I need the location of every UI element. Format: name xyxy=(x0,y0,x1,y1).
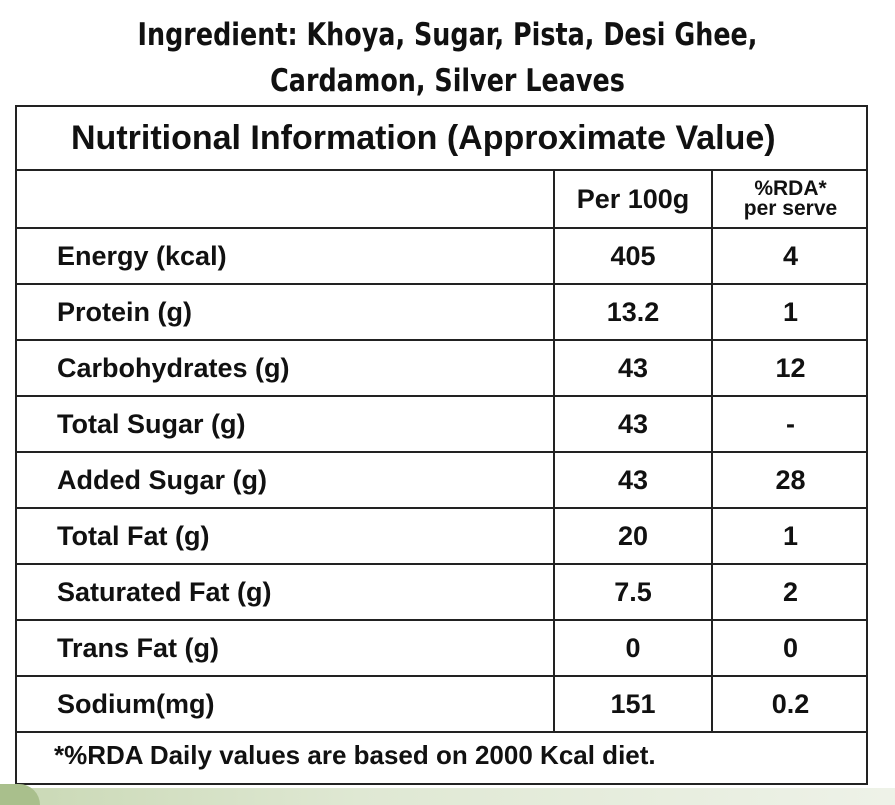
rda-value: - xyxy=(712,396,868,452)
rda-value: 2 xyxy=(712,564,868,620)
table-row xyxy=(17,564,868,620)
rda-value: 4 xyxy=(712,228,868,284)
rda-value: 28 xyxy=(712,452,868,508)
leaf-decoration xyxy=(0,788,895,805)
header-rda xyxy=(712,171,868,228)
rda-footnote: *%RDA Daily values are based on 2000 Kcal diet. xyxy=(54,740,656,770)
table-row xyxy=(17,228,868,284)
nutrient-name: Added Sugar (g) xyxy=(17,452,554,508)
rda-value: 12 xyxy=(712,340,868,396)
nutrient-name: Total Sugar (g) xyxy=(17,396,554,452)
rda-value: 0 xyxy=(712,620,868,676)
per-100g-value: 20 xyxy=(554,508,712,564)
ingredients-line-2: Cardamon, Silver Leaves xyxy=(270,63,625,99)
table-row xyxy=(17,396,868,452)
per-100g-value: 43 xyxy=(554,452,712,508)
header-rda-line-1: %RDA* xyxy=(754,177,827,200)
per-100g-value: 43 xyxy=(554,396,712,452)
rda-value: 1 xyxy=(712,284,868,340)
per-100g-value: 0 xyxy=(554,620,712,676)
per-100g-value: 43 xyxy=(554,340,712,396)
nutrition-table xyxy=(17,171,868,733)
per-100g-value: 7.5 xyxy=(554,564,712,620)
ingredients-text xyxy=(81,12,815,104)
table-row xyxy=(17,452,868,508)
table-row xyxy=(17,676,868,732)
nutrient-name: Total Fat (g) xyxy=(17,508,554,564)
per-100g-value: 151 xyxy=(554,676,712,732)
nutrient-name: Energy (kcal) xyxy=(17,228,554,284)
table-header-row xyxy=(17,171,868,228)
nutrition-panel xyxy=(15,105,868,785)
table-row xyxy=(17,508,868,564)
nutrition-title: Nutritional Information (Approximate Value) xyxy=(17,107,866,171)
header-per-100g: Per 100g xyxy=(554,171,712,228)
nutrient-name: Protein (g) xyxy=(17,284,554,340)
nutrient-name: Carbohydrates (g) xyxy=(17,340,554,396)
nutrient-name: Sodium(mg) xyxy=(17,676,554,732)
header-nutrient xyxy=(17,171,554,228)
ingredients-line-1: Ingredient: Khoya, Sugar, Pista, Desi Ghee, xyxy=(137,17,758,53)
table-row xyxy=(17,620,868,676)
nutrient-name: Saturated Fat (g) xyxy=(17,564,554,620)
per-100g-value: 13.2 xyxy=(554,284,712,340)
per-100g-value: 405 xyxy=(554,228,712,284)
rda-value: 0.2 xyxy=(712,676,868,732)
rda-value: 1 xyxy=(712,508,868,564)
table-row xyxy=(17,284,868,340)
nutrient-name: Trans Fat (g) xyxy=(17,620,554,676)
header-rda-line-2: per serve xyxy=(743,197,838,220)
table-row xyxy=(17,340,868,396)
